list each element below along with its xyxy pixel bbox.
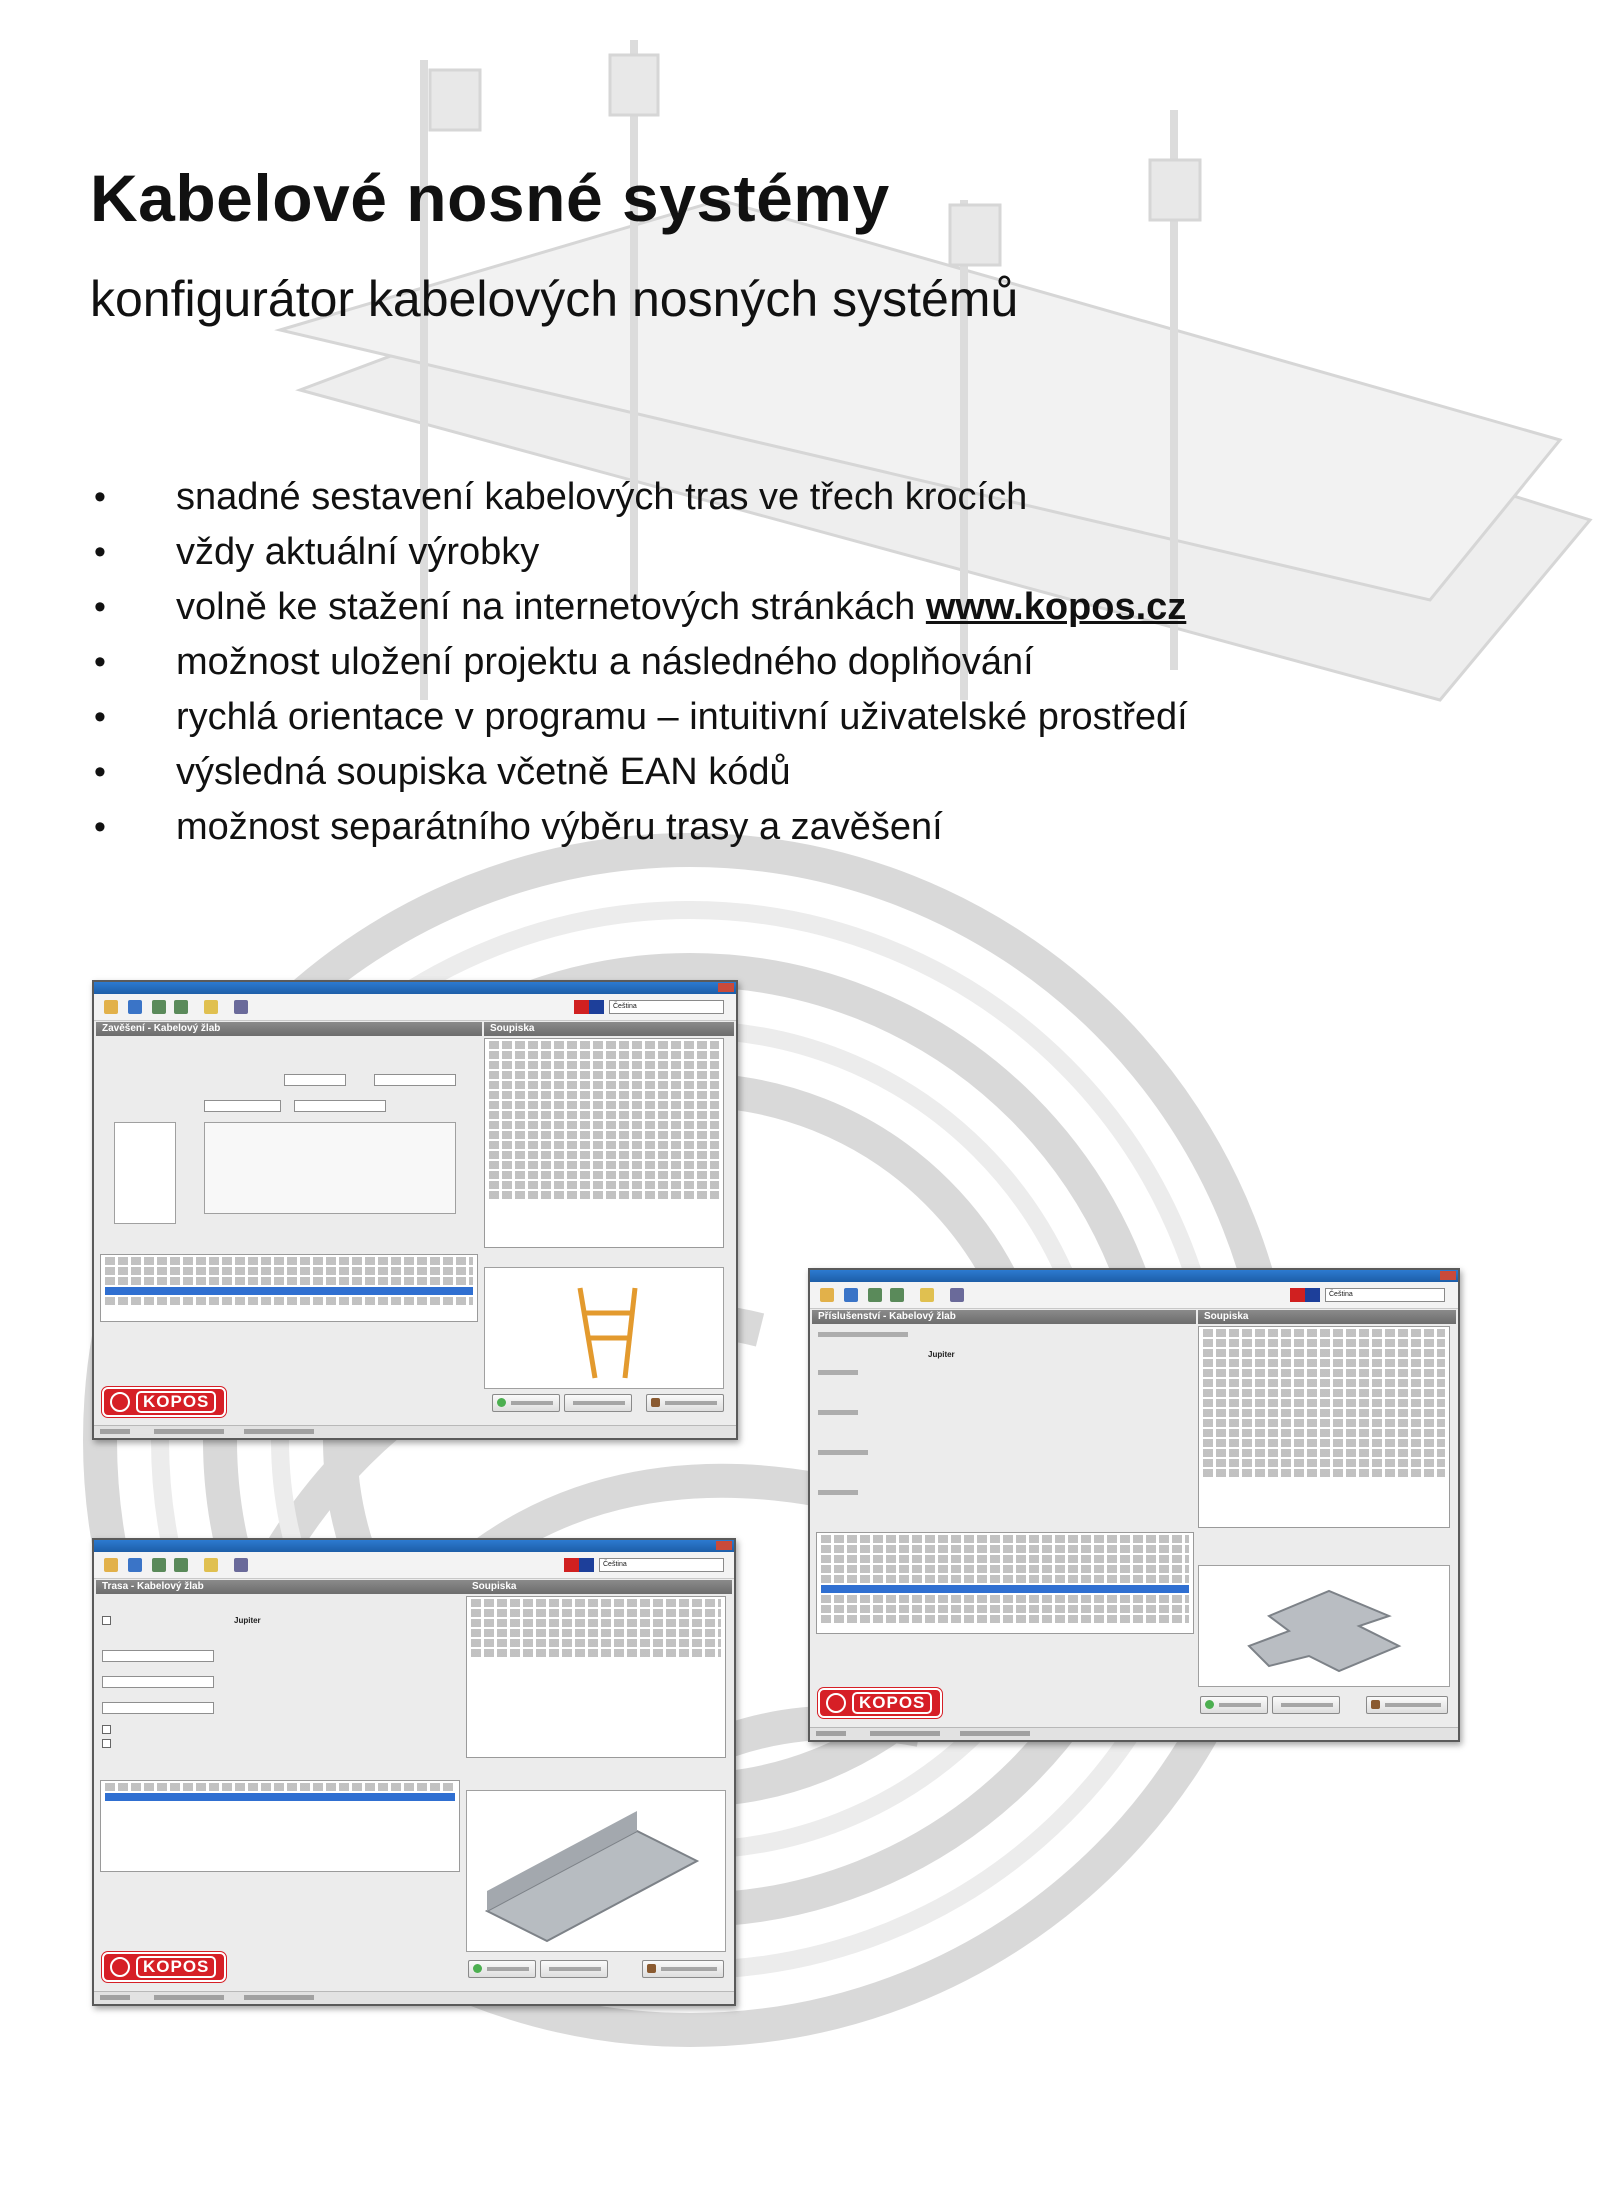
window-titlebar xyxy=(810,1270,1458,1282)
feature-text: možnost separátního výběru trasy a zavěšení xyxy=(176,806,943,848)
feature-text: výsledná soupiska včetně EAN kódů xyxy=(176,751,791,793)
next-button[interactable] xyxy=(492,1394,560,1412)
export-button[interactable] xyxy=(642,1960,724,1978)
field-label xyxy=(818,1410,858,1415)
window-titlebar xyxy=(94,982,736,994)
open-icon[interactable] xyxy=(844,1288,858,1302)
kopos-logo: KOPOS xyxy=(102,1387,226,1417)
language-select[interactable]: Čeština xyxy=(609,1000,724,1014)
status-bar xyxy=(810,1727,1458,1740)
status-bar xyxy=(94,1425,736,1438)
feature-item xyxy=(90,580,1188,635)
export-button[interactable] xyxy=(1366,1696,1448,1714)
parts-list[interactable] xyxy=(1198,1326,1450,1528)
toolbar xyxy=(810,1282,1458,1309)
folder-icon[interactable] xyxy=(204,1558,218,1572)
field-label xyxy=(818,1332,908,1337)
kopos-logo: KOPOS xyxy=(102,1952,226,1982)
print-icon[interactable] xyxy=(234,1000,248,1014)
field-label xyxy=(818,1450,868,1455)
feature-item xyxy=(90,470,1188,525)
feature-item xyxy=(90,635,1188,690)
hanger-preview-icon xyxy=(485,1268,723,1388)
dropdown-field[interactable] xyxy=(102,1650,214,1662)
feature-list xyxy=(90,470,1188,855)
dropdown-field[interactable] xyxy=(204,1100,281,1112)
list-icon[interactable] xyxy=(174,1000,188,1014)
close-icon[interactable] xyxy=(1440,1271,1456,1280)
checkbox[interactable] xyxy=(102,1616,111,1625)
list-icon[interactable] xyxy=(152,1558,166,1572)
options-list[interactable] xyxy=(100,1254,478,1322)
feature-text: rychlá orientace v programu – intuitivní uživatelské prostředí xyxy=(176,696,1188,738)
feature-item xyxy=(90,800,1188,855)
print-icon[interactable] xyxy=(950,1288,964,1302)
cable-tray-preview-icon xyxy=(467,1791,725,1951)
preview-pane xyxy=(466,1790,726,1952)
next-button[interactable] xyxy=(1200,1696,1268,1714)
right-panel-heading: Soupiska xyxy=(1198,1310,1456,1324)
export-button[interactable] xyxy=(646,1394,724,1412)
field-label xyxy=(818,1490,858,1495)
dropdown-field[interactable] xyxy=(102,1702,214,1714)
left-panel-heading: Trasa - Kabelový žlab xyxy=(96,1580,466,1594)
toolbar xyxy=(94,1552,734,1579)
feature-text: vždy aktuální výrobky xyxy=(176,531,540,573)
language-flags-icon[interactable] xyxy=(574,1000,604,1014)
new-icon[interactable] xyxy=(820,1288,834,1302)
feature-item xyxy=(90,745,1188,800)
new-icon[interactable] xyxy=(104,1558,118,1572)
back-button[interactable] xyxy=(564,1394,632,1412)
checkbox[interactable] xyxy=(102,1739,111,1748)
left-panel-heading: Příslušenství - Kabelový žlab xyxy=(812,1310,1196,1324)
parts-list[interactable] xyxy=(466,1596,726,1758)
folder-icon[interactable] xyxy=(920,1288,934,1302)
back-button[interactable] xyxy=(540,1960,608,1978)
list-icon[interactable] xyxy=(152,1000,166,1014)
route-table[interactable] xyxy=(100,1780,460,1872)
new-icon[interactable] xyxy=(104,1000,118,1014)
accessories-table[interactable] xyxy=(816,1532,1194,1634)
open-icon[interactable] xyxy=(128,1000,142,1014)
field-label xyxy=(818,1370,858,1375)
language-flags-icon[interactable] xyxy=(564,1558,594,1572)
screenshot-route-window xyxy=(92,1538,736,2006)
language-flags-icon[interactable] xyxy=(1290,1288,1320,1302)
parts-list[interactable] xyxy=(484,1038,724,1248)
screenshot-suspension-window xyxy=(92,980,738,1440)
feature-text: volně ke stažení na internetových stránkách xyxy=(176,586,916,628)
dropdown-field[interactable] xyxy=(374,1074,456,1086)
feature-item xyxy=(90,525,1188,580)
product-name: Jupiter xyxy=(234,1616,261,1625)
folder-icon[interactable] xyxy=(204,1000,218,1014)
language-select[interactable]: Čeština xyxy=(599,1558,724,1572)
website-link[interactable]: www.kopos.cz xyxy=(925,586,1187,628)
kopos-logo: KOPOS xyxy=(818,1688,942,1718)
left-panel-heading: Zavěšení - Kabelový žlab xyxy=(96,1022,482,1036)
variant-grid[interactable] xyxy=(204,1122,456,1214)
close-icon[interactable] xyxy=(716,1541,732,1550)
toolbar xyxy=(94,994,736,1021)
language-select[interactable]: Čeština xyxy=(1325,1288,1445,1302)
list-icon[interactable] xyxy=(890,1288,904,1302)
preview-pane xyxy=(484,1267,724,1389)
preview-pane xyxy=(1198,1565,1450,1687)
window-titlebar xyxy=(94,1540,734,1552)
feature-text: možnost uložení projektu a následného doplňování xyxy=(176,641,1034,683)
open-icon[interactable] xyxy=(128,1558,142,1572)
next-button[interactable] xyxy=(468,1960,536,1978)
page-title: Kabelové nosné systémy xyxy=(90,161,890,235)
product-name: Jupiter xyxy=(928,1350,955,1359)
right-panel-heading: Soupiska xyxy=(466,1580,732,1594)
feature-text: snadné sestavení kabelových tras ve třech krocích xyxy=(176,476,1028,518)
page-subtitle: konfigurátor kabelových nosných systémů xyxy=(90,271,1019,327)
print-icon[interactable] xyxy=(234,1558,248,1572)
list-icon[interactable] xyxy=(868,1288,882,1302)
feature-item xyxy=(90,690,1188,745)
dropdown-field[interactable] xyxy=(294,1100,386,1112)
close-icon[interactable] xyxy=(718,983,734,992)
back-button[interactable] xyxy=(1272,1696,1340,1714)
right-panel-heading: Soupiska xyxy=(484,1022,734,1036)
checkbox[interactable] xyxy=(102,1725,111,1734)
dropdown-field[interactable] xyxy=(102,1676,214,1688)
dropdown-field[interactable] xyxy=(284,1074,346,1086)
list-icon[interactable] xyxy=(174,1558,188,1572)
variant-thumbnail[interactable] xyxy=(114,1122,176,1224)
screenshot-accessories-window xyxy=(808,1268,1460,1742)
cross-piece-preview-icon xyxy=(1199,1566,1449,1686)
status-bar xyxy=(94,1991,734,2004)
